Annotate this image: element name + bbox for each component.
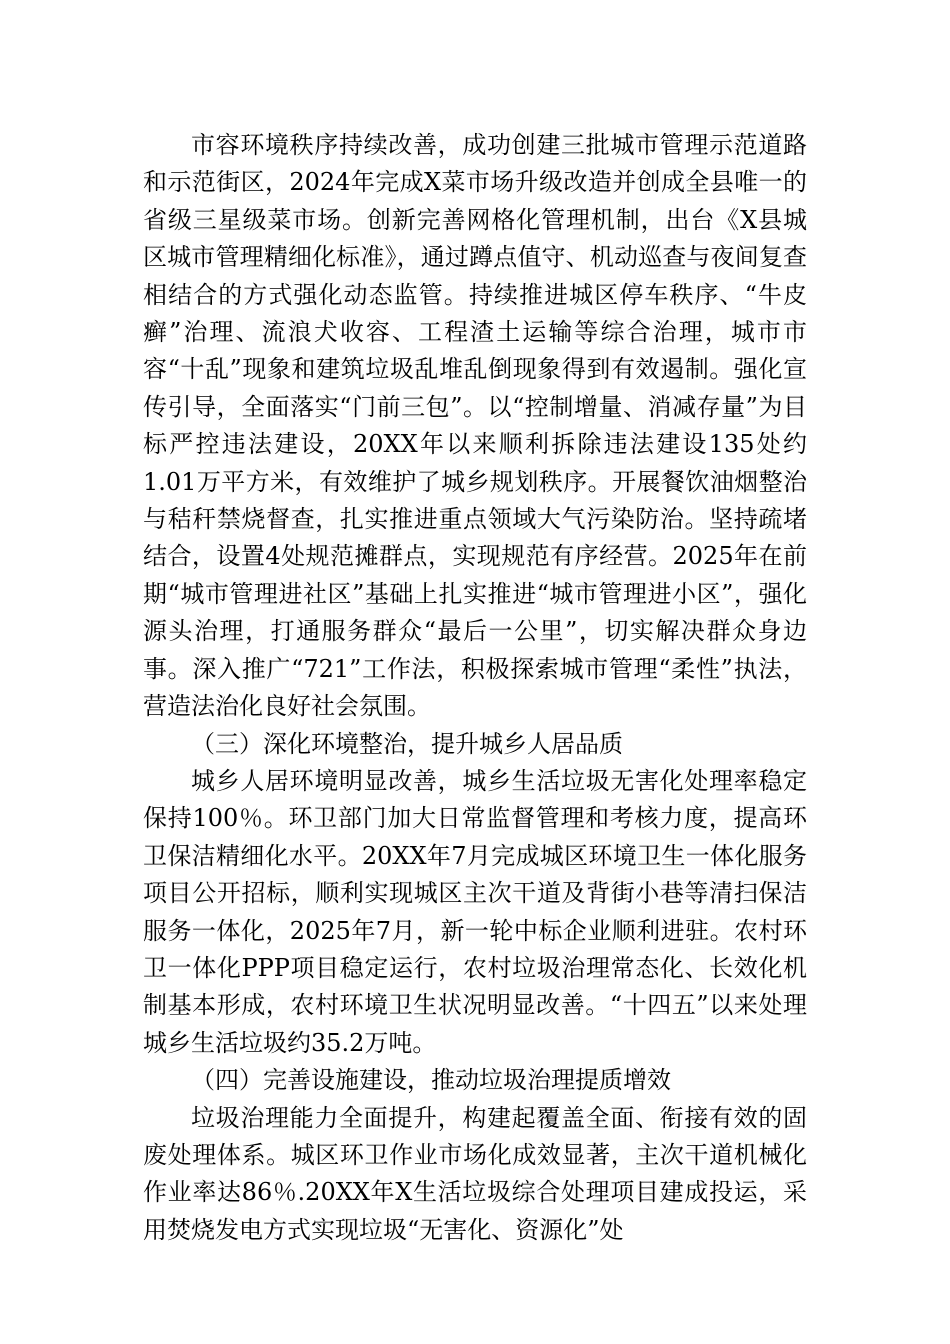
section-heading-3: （三）深化环境整治，提升城乡人居品质 (191, 729, 623, 758)
document-page (143, 127, 807, 1249)
paragraph-waste-treatment: 垃圾治理能力全面提升，构建起覆盖全面、衔接有效的固废处理体系。城区环卫作业市场化成效显著，主次干道机械化作业率达86％.20XX年X生活垃圾综合处理项目建成投运，采用焚烧发电方式实现垃圾“无害化、资源化”处 (143, 1103, 807, 1244)
section-heading-4: （四）完善设施建设，推动垃圾治理提质增效 (191, 1066, 671, 1095)
paragraph-city-order: 市容环境秩序持续改善，成功创建三批城市管理示范道路和示范街区，2024年完成X菜市场升级改造并创成全县唯一的省级三星级菜市场。创新完善网格化管理机制，出台《X县城区城市管理精细化标准》，通过蹲点值守、机动巡查与夜间复查相结合的方式强化动态监管。持续推进城区停车秩序、“牛皮癣”治理、流浪犬收容、工程渣土运输等综合治理，城市市容“十乱”现象和建筑垃圾乱堆乱倒现象得到有效遏制。强化宣传引导，全面落实“门前三包”。以“控制增量、消减存量”为目标严控违法建设，20XX年以来顺利拆除违法建设135处约1.01万平方米，有效维护了城乡规划秩序。开展餐饮油烟整治与秸秆禁烧督查，扎实推进重点领域大气污染防治。坚持疏堵结合，设置4处规范摊群点，实现规范有序经营。2025年在前期“城市管理进社区”基础上扎实推进“城市管理进小区”，强化源头治理，打通服务群众“最后一公里”，切实解决群众身边事。深入推广“721”工作法，积极探索城市管理“柔性”执法，营造法治化良好社会氛围。 (143, 131, 807, 721)
paragraph-environment: 城乡人居环境明显改善，城乡生活垃圾无害化处理率稳定保持100％。环卫部门加大日常监督管理和考核力度，提高环卫保洁精细化水平。20XX年7月完成城区环境卫生一体化服务项目公开招标，顺利实现城区主次干道及背街小巷等清扫保洁服务一体化，2025年7月，新一轮中标企业顺利进驻。农村环卫一体化PPP项目稳定运行，农村垃圾治理常态化、长效化机制基本形成，农村环境卫生状况明显改善。“十四五”以来处理城乡生活垃圾约35.2万吨。 (143, 766, 807, 1057)
